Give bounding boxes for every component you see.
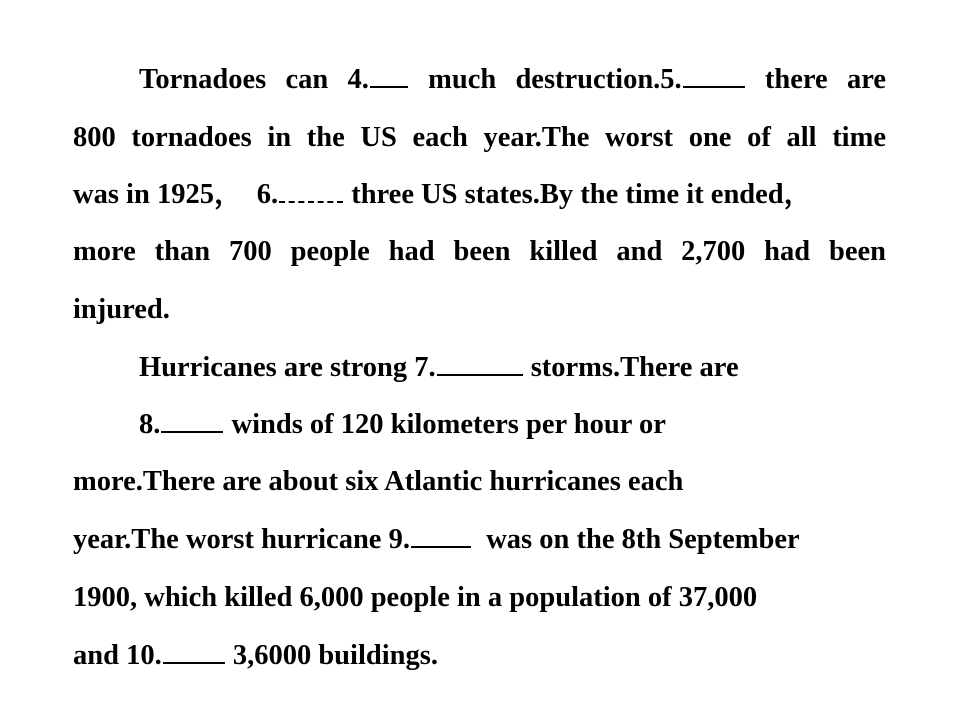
text-segment: and 10.: [73, 640, 162, 671]
text-line-5: injured.: [73, 294, 170, 325]
text-segment: 3,6000 buildings.: [225, 640, 438, 671]
text-segment: winds of 120 kilometers per hour or: [224, 409, 666, 440]
text-line-6: [139, 350, 886, 386]
text-segment: there are: [745, 64, 886, 95]
text-segment: 8.: [139, 409, 161, 440]
blank-8[interactable]: [161, 409, 223, 433]
text-segment: was in 1925， 6.: [73, 179, 279, 210]
text-line-3: [73, 177, 886, 213]
blank-4[interactable]: [370, 64, 408, 88]
blank-7[interactable]: [437, 352, 523, 376]
text-segment: Tornadoes can 4.: [139, 64, 369, 95]
text-line-2: 800 tornadoes in the US each year.The worst one of all time: [73, 122, 886, 153]
text-segment: storms.There are: [523, 352, 739, 383]
blank-9[interactable]: [411, 524, 471, 548]
blank-10[interactable]: [163, 640, 225, 664]
blank-5[interactable]: [683, 64, 745, 88]
text-segment: three US states.By the time it ended，: [344, 179, 813, 210]
text-segment: year.The worst hurricane 9.: [73, 524, 410, 555]
text-line-9: [73, 522, 886, 558]
text-line-11: [73, 638, 886, 674]
text-line-8: more.There are about six Atlantic hurricanes each: [73, 466, 684, 497]
text-segment: much destruction.5.: [408, 64, 682, 95]
text-line-4: more than 700 people had been killed and 2,700 had been: [73, 236, 886, 267]
text-segment: was on the 8th September: [471, 524, 800, 555]
blank-6[interactable]: [279, 179, 343, 203]
text-segment: Hurricanes are strong 7.: [139, 352, 436, 383]
text-line-1: [139, 62, 886, 98]
text-line-7: [139, 407, 886, 443]
text-line-10: 1900, which killed 6,000 people in a population of 37,000: [73, 582, 758, 613]
